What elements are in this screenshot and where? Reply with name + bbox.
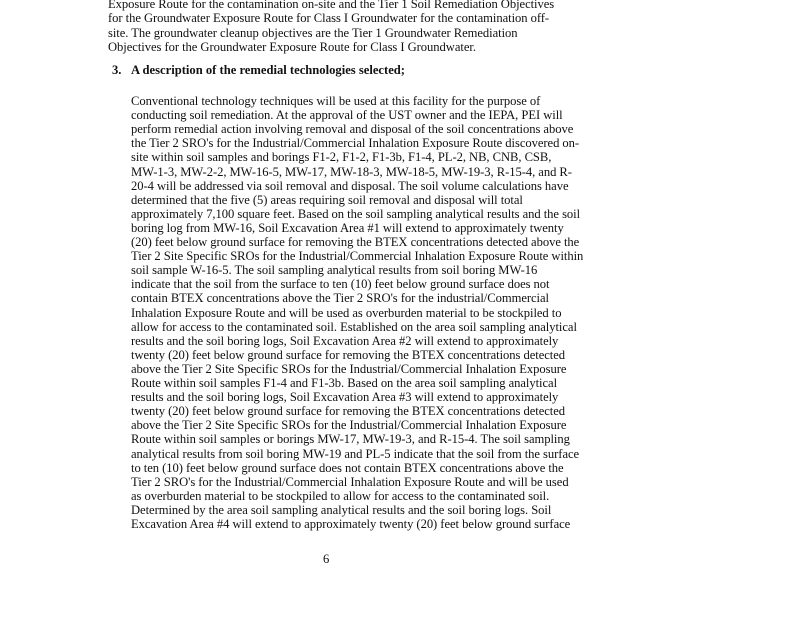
- text-line: twenty (20) feet below ground surface for removing the BTEX concentrations detected: [131, 347, 566, 362]
- text-line: indicate that the soil from the surface to ten (10) feet below ground surface does not: [131, 277, 550, 292]
- text-line: allow for access to the contaminated soil. Established on the area soil sampling analytical: [131, 319, 577, 334]
- page-number: 6: [323, 552, 330, 566]
- text-line: boring log from MW-16, Soil Excavation Area #1 will extend to approximately twenty: [131, 220, 564, 235]
- text-line: Route within soil samples or borings MW-17, MW-19-3, and R-15-4. The soil sampling: [131, 432, 570, 447]
- text-line: site. The groundwater cleanup objectives are the Tier 1 Groundwater Remediation: [108, 25, 518, 40]
- text-line: Objectives for the Groundwater Exposure Route for Class I Groundwater.: [108, 39, 476, 54]
- text-line: Inhalation Exposure Route and will be used as overburden material to be stockpiled to: [131, 305, 562, 320]
- text-line: results and the soil boring logs, Soil Excavation Area #2 will extend to approximately: [131, 333, 559, 348]
- text-line: soil sample W-16-5. The soil sampling analytical results from soil boring MW-16: [131, 263, 538, 278]
- text-line: 20-4 will be addressed via soil removal and disposal. The soil volume calculations have: [131, 178, 569, 193]
- text-line: contain BTEX concentrations above the Tier 2 SRO's for the industrial/Commercial: [131, 291, 549, 306]
- text-line: above the Tier 2 Site Specific SROs for the Industrial/Commercial Inhalation Exposure: [131, 418, 567, 433]
- text-line: Conventional technology techniques will be used at this facility for the purpose of: [131, 94, 541, 108]
- text-line: to ten (10) feet below ground surface does not contain BTEX concentrations above the: [131, 460, 564, 475]
- text-line: Tier 2 SRO's for the Industrial/Commercial Inhalation Exposure Route and will be used: [131, 474, 569, 489]
- text-line: site within soil samples and borings F1-2, F1-2, F1-3b, F1-4, PL-2, NB, CNB, CSB,: [131, 150, 552, 165]
- text-line: approximately 7,100 square feet. Based on the soil sampling analytical results and the soil: [131, 206, 581, 221]
- text-line: Excavation Area #4 will extend to approximately twenty (20) feet below ground surface: [131, 517, 571, 531]
- text-line: the Tier 2 SRO's for the Industrial/Commercial Inhalation Exposure Route discovered on-: [131, 136, 580, 151]
- text-line: MW-1-3, MW-2-2, MW-16-5, MW-17, MW-18-3, MW-18-5, MW-19-3, R-15-4, and R-: [131, 164, 572, 179]
- section-number: 3.: [112, 63, 122, 77]
- text-line: determined that the five (5) areas requiring soil removal and disposal will total: [131, 192, 523, 207]
- text-line: Determined by the area soil sampling analytical results and the soil boring logs. Soil: [131, 502, 552, 517]
- text-line: above the Tier 2 Site Specific SROs for the Industrial/Commercial Inhalation Exposure: [131, 361, 567, 376]
- text-line: (20) feet below ground surface for removing the BTEX concentrations detected above the: [131, 235, 580, 249]
- text-line: twenty (20) feet below ground surface for removing the BTEX concentrations detected: [131, 404, 566, 419]
- section-heading: A description of the remedial technologies selected;: [131, 63, 405, 77]
- text-line: results and the soil boring logs, Soil Excavation Area #3 will extend to approximately: [131, 390, 559, 405]
- text-line: Exposure Route for the contamination on-site and the Tier 1 Soil Remediation Objectives: [108, 0, 555, 11]
- text-line: analytical results from soil boring MW-19 and PL-5 indicate that the soil from the surface: [131, 446, 580, 461]
- text-line: as overburden material to be stockpiled to allow for access to the contaminated soil.: [131, 488, 550, 503]
- text-line: Route within soil samples F1-4 and F1-3b. Based on the area soil sampling analytical: [131, 376, 558, 390]
- text-line: Tier 2 Site Specific SROs for the Industrial/Commercial Inhalation Exposure Route within: [131, 249, 584, 264]
- text-line: perform remedial action involving removal and disposal of the soil concentrations above: [131, 122, 574, 137]
- text-line: conducting soil remediation. At the approval of the UST owner and the IEPA, PEI will: [131, 108, 563, 123]
- text-line: for the Groundwater Exposure Route for Class I Groundwater for the contamination off-: [108, 11, 550, 26]
